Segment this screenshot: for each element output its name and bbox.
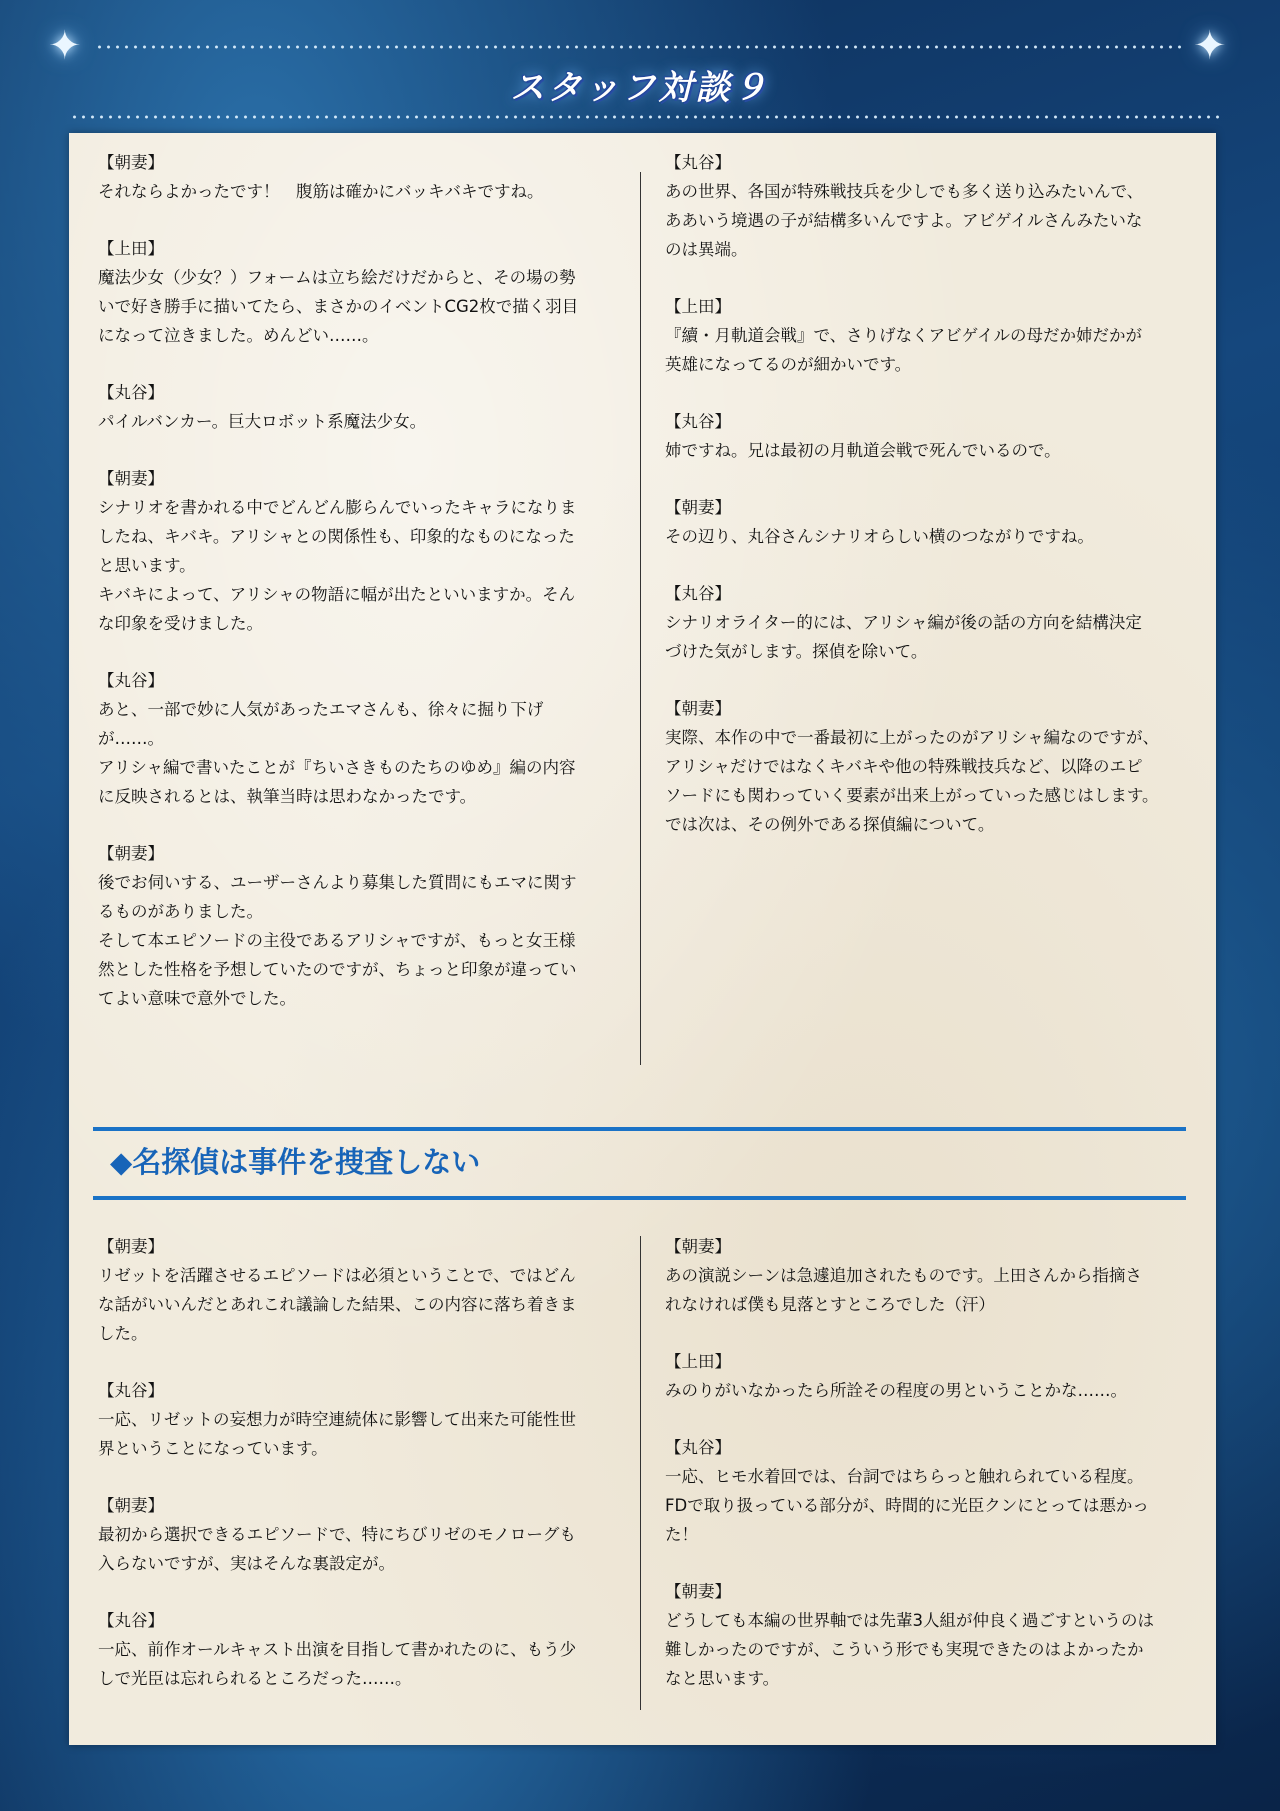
speaker-label: 【上田】 [665, 1352, 731, 1371]
section1-right-column [665, 148, 1210, 867]
dialogue-line: 一応、前作オールキャスト出演を目指して書かれたのに、もう少 [98, 1640, 577, 1659]
section2-right-column [665, 1232, 1210, 1721]
dialogue-entry [98, 148, 628, 206]
dialogue-entry [665, 1433, 1210, 1549]
speaker-label: 【朝妻】 [665, 1237, 731, 1256]
section1-left-column [98, 148, 628, 1041]
dialogue-line: 界ということになっています。 [98, 1439, 328, 1458]
speaker-label: 【朝妻】 [665, 498, 731, 517]
star-dot-line [70, 114, 1220, 120]
speaker-label: 【朝妻】 [665, 699, 731, 718]
dialogue-entry [665, 1232, 1210, 1319]
dialogue-line: みのりがいなかったら所詮その程度の男ということかな……。 [665, 1381, 1127, 1400]
dialogue-line: 難しかったのですが、こういう形でも実現できたのはよかったか [665, 1640, 1144, 1659]
dialogue-entry [665, 1347, 1210, 1405]
dialogue-entry [665, 292, 1210, 379]
speaker-label: 【丸谷】 [665, 584, 731, 603]
dialogue-line: ああいう境遇の子が結構多いんですよ。アビゲイルさんみたいな [665, 211, 1143, 230]
speaker-label: 【丸谷】 [98, 671, 164, 690]
page-header [0, 0, 1280, 134]
speaker-label: 【朝妻】 [98, 1237, 164, 1256]
dialogue-line: と思います。 [98, 556, 196, 575]
dialogue-line: 姉ですね。兄は最初の月軌道会戦で死んでいるので。 [665, 441, 1061, 460]
dialogue-entry [98, 464, 628, 638]
dialogue-entry [665, 1577, 1210, 1693]
dialogue-line: てよい意味で意外でした。 [98, 989, 296, 1008]
speaker-label: 【丸谷】 [665, 1438, 731, 1457]
dialogue-entry [98, 839, 628, 1013]
dialogue-entry [98, 1606, 628, 1693]
dialogue-line: アリシャだけではなくキバキや他の特殊戦技兵など、以降のエピ [665, 757, 1143, 776]
page-title: スタッフ対談９ [510, 68, 770, 108]
dialogue-entry [665, 579, 1210, 666]
column-divider [640, 1236, 641, 1710]
dialogue-line: パイルバンカー。巨大ロボット系魔法少女。 [98, 412, 427, 431]
speaker-label: 【上田】 [98, 239, 164, 258]
section-heading: ◆名探偵は事件を捜査しない [110, 1145, 481, 1179]
dialogue-line: な話がいいんだとあれこれ議論した結果、この内容に落ち着きま [98, 1295, 577, 1314]
dialogue-entry [98, 1376, 628, 1463]
speaker-label: 【丸谷】 [98, 1611, 164, 1630]
dialogue-line: したね、キバキ。アリシャとの関係性も、印象的なものになった [98, 527, 575, 546]
speaker-label: 【朝妻】 [665, 1582, 731, 1601]
dialogue-entry [665, 148, 1210, 264]
dialogue-line: それならよかったです！ 腹筋は確かにバッキバキですね。 [98, 182, 544, 201]
dialogue-line: あの演説シーンは急遽追加されたものです。上田さんから指摘さ [665, 1266, 1142, 1285]
dialogue-line: づけた気がします。探偵を除いて。 [665, 642, 928, 661]
dialogue-entry [98, 1232, 628, 1348]
dialogue-line: あの世界、各国が特殊戦技兵を少しでも多く送り込みたいんで、 [665, 182, 1144, 201]
section-rule-bottom [93, 1196, 1186, 1200]
dialogue-line: のは異端。 [665, 240, 748, 259]
dialogue-line: ソードにも関わっていく要素が出来上がっていった感じはします。 [665, 786, 1159, 805]
dialogue-line: 実際、本作の中で一番最初に上がったのがアリシャ編なのですが、 [665, 728, 1160, 747]
dialogue-line: に反映されるとは、執筆当時は思わなかったです。 [98, 787, 477, 806]
dialogue-line: 最初から選択できるエピソードで、特にちびリゼのモノローグも [98, 1525, 576, 1544]
dialogue-entry [665, 407, 1210, 465]
dialogue-line: いで好き勝手に描いてたら、まさかのイベントCG2枚で描く羽目 [98, 297, 579, 316]
dialogue-entry [98, 1491, 628, 1578]
speaker-label: 【朝妻】 [98, 1496, 164, 1515]
speaker-label: 【朝妻】 [98, 469, 164, 488]
dialogue-entry [665, 493, 1210, 551]
dialogue-line: した。 [98, 1324, 148, 1343]
dialogue-line: 然とした性格を予想していたのですが、ちょっと印象が違ってい [98, 960, 577, 979]
star-dot-line [95, 44, 1185, 50]
dialogue-entry [98, 234, 628, 350]
dialogue-line: れなければ僕も見落とすところでした（汗） [665, 1295, 995, 1314]
dialogue-line: 英雄になってるのが細かいです。 [665, 355, 912, 374]
dialogue-line: アリシャ編で書いたことが『ちいさきものたちのゆめ』編の内容 [98, 758, 576, 777]
dialogue-line: キバキによって、アリシャの物語に幅が出たといいますか。そん [98, 585, 576, 604]
dialogue-line: どうしても本編の世界軸では先輩3人組が仲良く過ごすというのは [665, 1611, 1154, 1630]
dialogue-line: では次は、その例外である探偵編について。 [665, 815, 995, 834]
dialogue-line: その辺り、丸谷さんシナリオらしい横のつながりですね。 [665, 527, 1094, 546]
speaker-label: 【上田】 [665, 297, 731, 316]
section-rule-top [93, 1127, 1186, 1131]
dialogue-line: 後でお伺いする、ユーザーさんより募集した質問にもエマに関す [98, 873, 577, 892]
dialogue-line: が……。 [98, 729, 164, 748]
dialogue-entry [665, 694, 1210, 839]
dialogue-line: 一応、ヒモ水着回では、台詞ではちらっと触れられている程度。 [665, 1467, 1144, 1486]
dialogue-line: シナリオライター的には、アリシャ編が後の話の方向を結構決定 [665, 613, 1142, 632]
dialogue-line: あと、一部で妙に人気があったエマさんも、徐々に掘り下げ [98, 700, 544, 719]
sparkle-star-icon: ✦ [48, 23, 82, 69]
dialogue-line: しで光臣は忘れられるところだった……。 [98, 1669, 412, 1688]
dialogue-line: 入らないですが、実はそんな裏設定が。 [98, 1554, 395, 1573]
speaker-label: 【丸谷】 [98, 383, 164, 402]
dialogue-line: 『續・月軌道会戦』で、さりげなくアビゲイルの母だか姉だかが [665, 326, 1143, 345]
dialogue-line: 魔法少女（少女？）フォームは立ち絵だけだからと、その場の勢 [98, 268, 576, 287]
dialogue-line: 一応、リゼットの妄想力が時空連続体に影響して出来た可能性世 [98, 1410, 577, 1429]
dialogue-line: FDで取り扱っている部分が、時間的に光臣クンにとっては悪かっ [665, 1496, 1149, 1515]
speaker-label: 【丸谷】 [98, 1381, 164, 1400]
speaker-label: 【朝妻】 [98, 153, 164, 172]
speaker-label: 【丸谷】 [665, 412, 731, 431]
dialogue-line: た！ [665, 1525, 698, 1544]
dialogue-line: シナリオを書かれる中でどんどん膨らんでいったキャラになりま [98, 498, 577, 517]
dialogue-entry [98, 378, 628, 436]
dialogue-line: そして本エピソードの主役であるアリシャですが、もっと女王様 [98, 931, 576, 950]
sparkle-star-icon: ✦ [1193, 23, 1227, 69]
dialogue-line: リゼットを活躍させるエピソードは必須ということで、ではどん [98, 1266, 576, 1285]
section2-left-column [98, 1232, 628, 1721]
dialogue-line: るものがありました。 [98, 902, 263, 921]
dialogue-line: になって泣きました。めんどい……。 [98, 326, 379, 345]
speaker-label: 【丸谷】 [665, 153, 731, 172]
dialogue-line: な印象を受けました。 [98, 614, 263, 633]
speaker-label: 【朝妻】 [98, 844, 164, 863]
dialogue-entry [98, 666, 628, 811]
column-divider [640, 172, 641, 1065]
dialogue-line: なと思います。 [665, 1669, 780, 1688]
